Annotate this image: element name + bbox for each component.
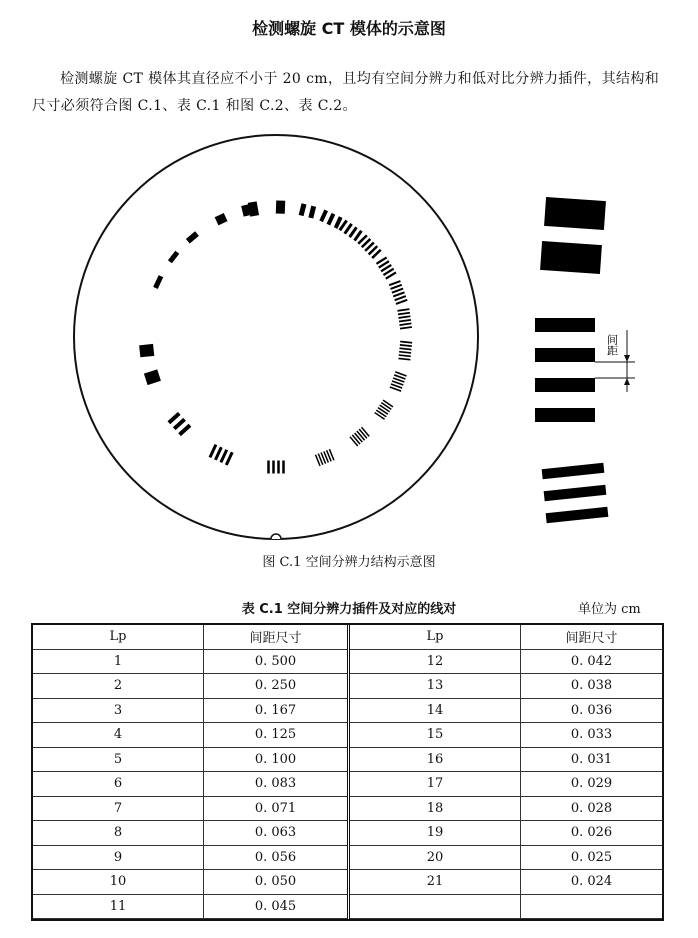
header-lp: Lp xyxy=(33,625,204,649)
bar-group xyxy=(139,344,154,357)
phantom-notch xyxy=(271,534,281,539)
bar xyxy=(139,344,154,357)
bar xyxy=(276,200,285,213)
detail-bar-6 xyxy=(535,408,595,422)
bar-group xyxy=(144,369,161,385)
table-unit: 单位为 cm xyxy=(578,602,641,617)
bar xyxy=(399,347,411,350)
lp-cell: 9 xyxy=(33,845,204,870)
lp-cell: 10 xyxy=(33,870,204,895)
detail-bar-1 xyxy=(544,197,606,230)
table-row xyxy=(350,845,662,870)
bar xyxy=(540,241,602,274)
table-right-half xyxy=(347,625,662,919)
spacing-cell: 0. 038 xyxy=(521,674,663,699)
bar xyxy=(544,197,606,230)
bar-group xyxy=(390,371,407,392)
table-row xyxy=(33,674,347,699)
spacing-cell: 0. 042 xyxy=(521,649,663,674)
spacing-cell: 0. 029 xyxy=(521,772,663,797)
bar xyxy=(308,206,316,219)
detail-bar-8 xyxy=(544,485,607,501)
spacing-cell: 0. 250 xyxy=(204,674,348,699)
detail-bar-5 xyxy=(535,378,595,392)
intro-paragraph: 检测螺旋 CT 模体其直径应不小于 20 cm，且均有空间分辨力和低对比分辨力插件，其结构和尺寸必须符合图 C.1、表 C.1 和图 C.2、表 C.2。 xyxy=(32,71,660,114)
table-row xyxy=(350,723,662,748)
bar xyxy=(144,369,161,385)
bar-group xyxy=(315,449,335,466)
lp-cell: 19 xyxy=(350,821,521,846)
bar xyxy=(186,231,199,243)
resolution-table xyxy=(31,623,664,921)
lp-cell: 11 xyxy=(33,894,204,919)
spacing-cell: 0. 071 xyxy=(204,796,348,821)
bar-group xyxy=(374,400,393,420)
bar-group xyxy=(168,412,192,436)
lp-cell: 17 xyxy=(350,772,521,797)
bar-group xyxy=(349,427,369,447)
bar-group xyxy=(397,308,412,329)
bar-group xyxy=(215,213,228,225)
table-row xyxy=(33,870,347,895)
lp-cell: 3 xyxy=(33,698,204,723)
phantom-diagram xyxy=(74,135,478,539)
detail-bar-4 xyxy=(535,348,595,362)
table-row xyxy=(350,747,662,772)
spacing-cell: 0. 063 xyxy=(204,821,348,846)
table-row xyxy=(350,796,662,821)
lp-cell: 6 xyxy=(33,772,204,797)
lp-cell: 1 xyxy=(33,649,204,674)
spacing-cell: 0. 500 xyxy=(204,649,348,674)
bar xyxy=(327,213,336,226)
bar-group xyxy=(339,220,363,242)
lp-cell: 20 xyxy=(350,845,521,870)
lp-cell: 21 xyxy=(350,870,521,895)
bar xyxy=(535,408,595,422)
bar-group xyxy=(299,203,316,218)
bar xyxy=(299,203,307,216)
header-lp: Lp xyxy=(350,625,521,649)
lp-cell: 2 xyxy=(33,674,204,699)
spacing-cell: 0. 050 xyxy=(204,870,348,895)
bar xyxy=(399,351,411,354)
spacing-cell: 0. 036 xyxy=(521,698,663,723)
table-row xyxy=(350,649,662,674)
bar xyxy=(282,461,285,474)
spacing-cell: 0. 167 xyxy=(204,698,348,723)
table-row xyxy=(33,894,347,919)
table-row xyxy=(350,821,662,846)
bar-group xyxy=(276,200,285,213)
spacing-cell: 0. 056 xyxy=(204,845,348,870)
bar xyxy=(400,326,412,329)
dimension-arrow-up xyxy=(624,378,630,385)
spacing-cell: 0. 028 xyxy=(521,796,663,821)
bar xyxy=(398,312,410,315)
bar xyxy=(546,507,609,523)
bar xyxy=(399,319,411,322)
spacing-cell: 0. 024 xyxy=(521,870,663,895)
spacing-cell: 0. 033 xyxy=(521,723,663,748)
bar xyxy=(267,461,270,474)
lp-cell: 13 xyxy=(350,674,521,699)
spacing-cell: 0. 026 xyxy=(521,821,663,846)
bar xyxy=(535,378,595,392)
bar xyxy=(544,485,607,501)
table-title: 表 C.1 空间分辨力插件及对应的线对 xyxy=(241,602,457,617)
spacing-label: 间距 xyxy=(605,334,619,356)
lp-cell: 14 xyxy=(350,698,521,723)
spacing-cell: 0. 125 xyxy=(204,723,348,748)
detail-bar-2 xyxy=(540,241,602,274)
header-spacing: 间距尺寸 xyxy=(521,625,663,649)
lp-cell: 4 xyxy=(33,723,204,748)
bar xyxy=(398,358,410,361)
spacing-cell: 0. 083 xyxy=(204,772,348,797)
table-row xyxy=(350,772,662,797)
table-row xyxy=(350,870,662,895)
figure-caption: 图 C.1 空间分辨力结构示意图 xyxy=(262,555,436,570)
bar xyxy=(215,213,228,225)
document-title: 检测螺旋 CT 模体的示意图 xyxy=(252,19,446,38)
bar xyxy=(397,308,409,311)
table-row xyxy=(33,772,347,797)
lp-cell: 5 xyxy=(33,747,204,772)
lp-cell: 8 xyxy=(33,821,204,846)
bar-group xyxy=(376,257,397,280)
table-row xyxy=(33,845,347,870)
bar-group xyxy=(168,251,179,264)
lp-cell: 7 xyxy=(33,796,204,821)
bar xyxy=(272,461,275,474)
detail-bar-3 xyxy=(535,318,595,332)
bar xyxy=(168,251,179,264)
bar-group xyxy=(267,461,285,474)
bar xyxy=(400,344,412,347)
bar-group xyxy=(357,234,381,259)
dimension-arrow-down xyxy=(624,355,630,362)
phantom-outline xyxy=(74,135,478,539)
table-row xyxy=(350,698,662,723)
bar xyxy=(399,354,411,357)
detail-bar-9 xyxy=(546,507,609,523)
table-row xyxy=(350,894,662,919)
bar xyxy=(542,463,605,479)
table-left-half xyxy=(33,625,347,919)
bar xyxy=(277,461,280,474)
bar-pattern-detail xyxy=(535,197,635,523)
header-spacing: 间距尺寸 xyxy=(204,625,348,649)
table-row xyxy=(33,698,347,723)
spacing-cell: 0. 025 xyxy=(521,845,663,870)
lp-cell: 12 xyxy=(350,649,521,674)
lp-cell: 18 xyxy=(350,796,521,821)
bar-group xyxy=(153,275,163,289)
table-row xyxy=(33,747,347,772)
bar-group xyxy=(209,444,234,466)
bar-group xyxy=(398,341,412,361)
bar xyxy=(319,210,328,223)
bar-group xyxy=(389,280,408,305)
table-row xyxy=(33,723,347,748)
table-row xyxy=(350,674,662,699)
detail-bar-7 xyxy=(542,463,605,479)
lp-cell: 16 xyxy=(350,747,521,772)
table-row xyxy=(33,821,347,846)
bar xyxy=(535,318,595,332)
bar-group xyxy=(319,210,342,229)
bar xyxy=(153,275,163,289)
spacing-cell xyxy=(521,894,663,919)
lp-cell xyxy=(350,894,521,919)
bar xyxy=(398,315,410,318)
table-row xyxy=(33,796,347,821)
bar-group xyxy=(186,231,199,243)
bar xyxy=(400,341,412,344)
table-row xyxy=(33,649,347,674)
bar xyxy=(535,348,595,362)
spacing-cell: 0. 100 xyxy=(204,747,348,772)
lp-cell: 15 xyxy=(350,723,521,748)
spacing-cell: 0. 031 xyxy=(521,747,663,772)
bar xyxy=(399,323,411,326)
spacing-cell: 0. 045 xyxy=(204,894,348,919)
